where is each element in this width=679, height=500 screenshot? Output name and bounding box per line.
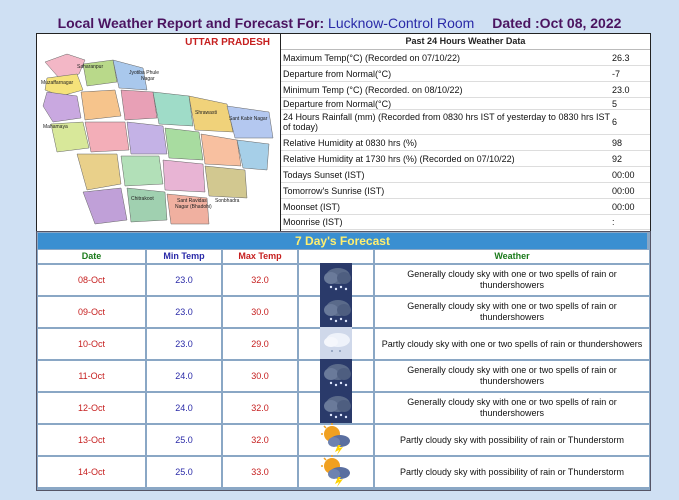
district-region: [163, 160, 205, 192]
past-24h-rows: [281, 50, 650, 230]
forecast-date: 13-Oct: [38, 425, 145, 455]
metric-value: 92: [612, 153, 623, 164]
district-region: [153, 92, 193, 126]
past-24h-row: [281, 183, 650, 199]
light-rain-cloud-icon: [320, 327, 352, 361]
report-date: Dated :Oct 08, 2022: [492, 15, 622, 31]
header-min-temp: Min Temp: [147, 250, 221, 263]
forecast-max-temp: 32.0: [223, 425, 297, 455]
forecast-min-temp: 24.0: [147, 361, 221, 391]
forecast-icon-cell: [299, 361, 373, 391]
forecast-weather-text: Partly cloudy sky with one or two spells of rain or thundershowers: [375, 329, 649, 359]
forecast-icon-cell: [299, 457, 373, 487]
forecast-row: [38, 393, 649, 423]
sun-thunder-cloud-icon: [320, 423, 352, 457]
header-date: Date: [38, 250, 145, 263]
svg-text:Sant Ravidas: Sant Ravidas: [177, 198, 207, 204]
district-region: [43, 92, 81, 122]
svg-text:Sonbhadra: Sonbhadra: [215, 198, 240, 204]
forecast-icon-cell: [299, 265, 373, 295]
forecast-weather-text: Generally cloudy sky with one or two spells of rain or thundershowers: [375, 361, 649, 391]
metric-value: :: [612, 217, 615, 227]
forecast-date: 11-Oct: [38, 361, 145, 391]
forecast-row: [38, 425, 649, 455]
forecast-date: 14-Oct: [38, 457, 145, 487]
svg-text:Sant Kabir Nagar: Sant Kabir Nagar: [229, 116, 268, 122]
sun-thunder-cloud-icon: [320, 455, 352, 489]
metric-label: Minimum Temp (°C) (Recorded. on 08/10/22): [283, 84, 463, 95]
metric-label: Maximum Temp(°C) (Recorded on 07/10/22): [283, 52, 461, 63]
metric-label: Todays Sunset (IST): [283, 169, 365, 180]
district-region: [237, 140, 269, 170]
district-map-image: [37, 34, 280, 231]
forecast-weather-text: Partly cloudy sky with possibility of rain or Thunderstorm: [375, 457, 649, 487]
forecast-icon-cell: [299, 425, 373, 455]
forecast-min-temp: 23.0: [147, 297, 221, 327]
district-region: [165, 128, 203, 160]
district-region: [81, 90, 121, 120]
past-24h-row: [281, 167, 650, 183]
forecast-min-temp: 23.0: [147, 329, 221, 359]
rain-cloud-icon: [320, 263, 352, 297]
forecast-row: [38, 297, 649, 327]
past-24h-row: [281, 66, 650, 82]
svg-text:Shrawasti: Shrawasti: [195, 110, 217, 116]
forecast-row: [38, 361, 649, 391]
district-region: [127, 188, 167, 222]
svg-text:Saharanpur: Saharanpur: [77, 64, 104, 70]
forecast-row: [38, 329, 649, 359]
forecast-header-row: [38, 250, 649, 263]
forecast-max-temp: 30.0: [223, 297, 297, 327]
past-24h-row: [281, 215, 650, 230]
header-icon: [299, 250, 373, 263]
summary-panel: [36, 33, 651, 232]
forecast-max-temp: 32.0: [223, 393, 297, 423]
state-map: [37, 34, 281, 231]
forecast-min-temp: 23.0: [147, 265, 221, 295]
past-24h-row: [281, 50, 650, 66]
forecast-icon-cell: [299, 393, 373, 423]
forecast-date: 12-Oct: [38, 393, 145, 423]
title-prefix: Local Weather Report and Forecast For:: [57, 15, 325, 31]
metric-value: 26.3: [612, 52, 630, 63]
svg-text:Nagar: Nagar: [141, 76, 155, 82]
forecast-date: 08-Oct: [38, 265, 145, 295]
forecast-max-temp: 29.0: [223, 329, 297, 359]
past-24h-row: [281, 151, 650, 167]
metric-value: 00:00: [612, 201, 635, 212]
forecast-max-temp: 30.0: [223, 361, 297, 391]
district-region: [227, 106, 273, 138]
past-24h-row: [281, 199, 650, 215]
state-label: UTTAR PRADESH: [185, 37, 270, 48]
forecast-icon-cell: [299, 329, 373, 359]
forecast-date: 09-Oct: [38, 297, 145, 327]
forecast-min-temp: 25.0: [147, 457, 221, 487]
past-24h-row: [281, 110, 650, 135]
forecast-max-temp: 33.0: [223, 457, 297, 487]
district-region: [201, 134, 241, 166]
svg-text:Chitrakoot: Chitrakoot: [131, 196, 154, 202]
rain-cloud-icon: [320, 391, 352, 425]
forecast-weather-text: Generally cloudy sky with one or two spells of rain or thundershowers: [375, 393, 649, 423]
district-region: [121, 90, 157, 120]
forecast-table: [36, 231, 651, 491]
past-24h-row: [281, 98, 650, 110]
metric-label: Departure from Normal(°C): [283, 98, 392, 109]
metric-label: Moonrise (IST): [283, 217, 343, 227]
header-max-temp: Max Temp: [223, 250, 297, 263]
forecast-min-temp: 24.0: [147, 393, 221, 423]
metric-label: Moonset (IST): [283, 201, 341, 212]
svg-text:Muzaffarnagar: Muzaffarnagar: [41, 80, 74, 86]
forecast-weather-text: Generally cloudy sky with one or two spells of rain or thundershowers: [375, 265, 649, 295]
forecast-icon-cell: [299, 297, 373, 327]
metric-label: Relative Humidity at 0830 hrs (%): [283, 137, 418, 148]
svg-text:Mahamaya: Mahamaya: [43, 124, 68, 130]
metric-label: 24 Hours Rainfall (mm) (Recorded from 0830 hrs IST of yesterday to 0830 hrs IST of today): [283, 112, 610, 132]
district-region: [127, 122, 167, 154]
district-region: [85, 122, 129, 152]
district-region: [83, 188, 127, 224]
metric-value: 23.0: [612, 84, 630, 95]
header-weather: Weather: [375, 250, 649, 263]
forecast-title: 7 Day's Forecast: [38, 233, 647, 249]
metric-value: 6: [612, 117, 618, 127]
metric-label: Relative Humidity at 1730 hrs (%) (Recorded on 07/10/22): [283, 153, 515, 164]
forecast-date: 10-Oct: [38, 329, 145, 359]
past-24h-table: [281, 34, 650, 231]
district-region: [121, 156, 163, 186]
metric-value: -7: [612, 68, 621, 79]
past-24h-heading: Past 24 Hours Weather Data: [281, 34, 650, 50]
forecast-weather-text: Partly cloudy sky with possibility of rain or Thunderstorm: [375, 425, 649, 455]
metric-value: 98: [612, 137, 623, 148]
district-region: [77, 154, 121, 190]
forecast-row: [38, 265, 649, 295]
rain-cloud-icon: [320, 359, 352, 393]
metric-value: 5: [612, 98, 618, 109]
past-24h-row: [281, 135, 650, 151]
forecast-row: [38, 457, 649, 487]
station-name: Lucknow-Control Room: [328, 15, 475, 31]
past-24h-row: [281, 82, 650, 98]
page-title: [0, 15, 679, 31]
forecast-weather-text: Generally cloudy sky with one or two spells of rain or thundershowers: [375, 297, 649, 327]
forecast-max-temp: 32.0: [223, 265, 297, 295]
metric-label: Tomorrow's Sunrise (IST): [283, 185, 385, 196]
svg-text:Jyotiba Phule: Jyotiba Phule: [129, 70, 160, 76]
forecast-min-temp: 25.0: [147, 425, 221, 455]
metric-value: 00:00: [612, 185, 635, 196]
metric-label: Departure from Normal(°C): [283, 68, 392, 79]
metric-value: 00:00: [612, 169, 635, 180]
district-region: [205, 166, 247, 198]
svg-text:Nagar (Bhadohi): Nagar (Bhadohi): [175, 204, 212, 210]
rain-cloud-icon: [320, 295, 352, 329]
